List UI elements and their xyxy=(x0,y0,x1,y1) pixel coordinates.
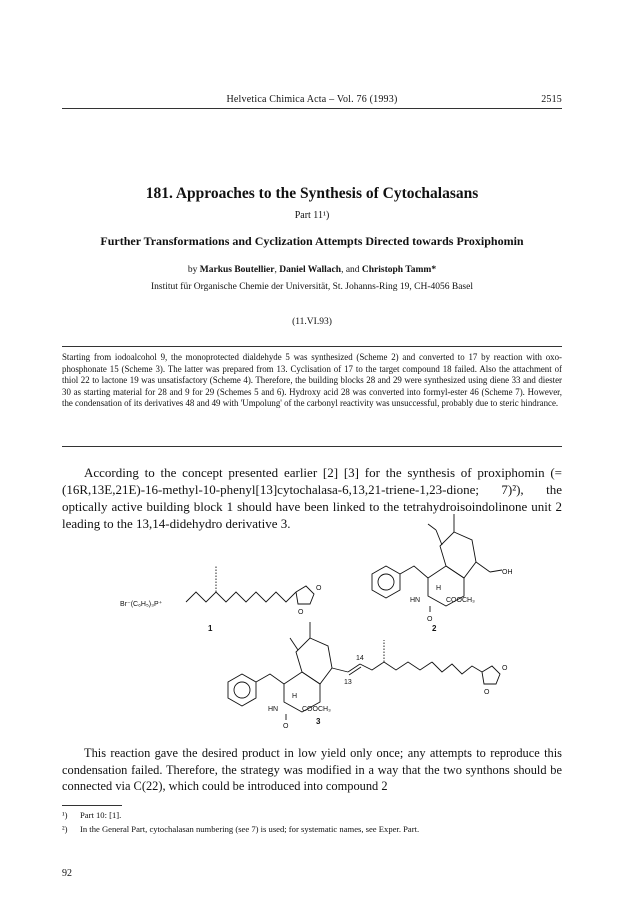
article-title: 181. Approaches to the Synthesis of Cytochalasans xyxy=(145,185,479,202)
article-part: Part 11¹) xyxy=(294,210,330,221)
author-name: Daniel Wallach xyxy=(279,265,342,275)
footnote-mark: ¹) xyxy=(62,810,68,820)
carbon-13-label: 13 xyxy=(344,679,352,686)
carbon-14-label: 14 xyxy=(356,655,364,662)
authors-prefix: by xyxy=(187,265,200,275)
carbonyl-oxygen-label: O xyxy=(283,723,289,730)
institution: Institut für Organische Chemie der Universität, St. Johanns-Ring 19, CH-4056 Basel xyxy=(151,282,473,292)
amide-nh-label: HN xyxy=(410,597,421,604)
hydrogen-label: H xyxy=(292,693,298,700)
author-separator: , xyxy=(274,265,280,275)
compound-2-structure xyxy=(372,514,513,633)
oxygen-label: O xyxy=(502,665,508,672)
received-date: (11.VI.93) xyxy=(292,317,332,327)
article-subtitle: Further Transformations and Cyclization Attempts Directed towards Proxiphomin xyxy=(100,234,524,248)
compound-label-3: 3 xyxy=(316,717,321,726)
footnote-text: Part 10: [1]. xyxy=(80,810,122,820)
body-paragraph-1: According to the concept presented earlier [2] [3] for the synthesis of proxiphomin (= (16R,13E,21E)-16-methyl-10-phenyl[13]cytochalasa-6,13,21-triene-1,23-dione; 7)²), the optically active building block 1 should have been linked to the tetrahydroisoindolinone unit 2 leading to the 13,14-didehydro derivative 3. xyxy=(62,465,562,531)
author-name: Markus Boutellier xyxy=(199,265,275,275)
footnote-rule xyxy=(62,805,122,806)
amide-nh-label: HN xyxy=(268,706,279,713)
ester-group-label: COOCH₃ xyxy=(446,597,475,604)
footnote-text: In the General Part, cytochalasan numbering (see 7) is used; for systematic names, see Exper. Part. xyxy=(80,824,420,834)
compound-3-structure xyxy=(228,622,508,730)
ester-group-label: COOCH₃ xyxy=(302,706,331,713)
compound-1-structure xyxy=(120,566,322,633)
oxygen-label: O xyxy=(298,609,304,616)
body-paragraph-2: This reaction gave the desired product in low yield only once; any attempts to reproduce this condensation failed. Therefore, the strategy was modified in a way that the two synthons should be connected via C(22), which could be introduced into compound 2 xyxy=(62,746,562,793)
hydrogen-label: H xyxy=(436,585,442,592)
running-header-page-number: 2515 xyxy=(541,94,562,105)
footnote-mark: ²) xyxy=(62,824,68,834)
footer-page-number: 92 xyxy=(62,868,72,879)
running-header-title: Helvetica Chimica Acta – Vol. 76 (1993) xyxy=(226,94,398,105)
abstract: Starting from iodoalcohol 9, the monoprotected dialdehyde 5 was synthesized (Scheme 2) and converted to 17 by reaction with oxo-phosphonate 15 (Scheme 3). The latter was prepared from 13. Cyclisation of 17 to the target compound 18 failed. Also the attachment of thiol 22 to lactone 19 was unsatisfactory (Scheme 4). Therefore, the building blocks 28 and 29 were synthesized using diene 33 and diester 30 as starting material for 28 and 9 for 29 (Schemes 5 and 6). Hydroxy acid 28 was converted into formyl-ester 46 (Scheme 7). However, the condensation of its derivatives 48 and 49 with 'Umpolung' of the carbonyl reactivity was unsuccessful, probably due to steric hindrance. xyxy=(62,352,562,409)
author-separator: , and xyxy=(341,265,362,275)
compound-label-2: 2 xyxy=(432,624,437,633)
oxygen-label: O xyxy=(484,689,490,696)
phosphonium-reagent-label: Br⁻(C₆H₅)₃P⁺ xyxy=(120,601,163,608)
compound-label-1: 1 xyxy=(208,624,213,633)
carbonyl-oxygen-label: O xyxy=(427,616,433,623)
oxygen-label: O xyxy=(316,585,322,592)
hydroxyl-label: OH xyxy=(502,569,513,576)
author-name: Christoph Tamm* xyxy=(361,265,437,275)
